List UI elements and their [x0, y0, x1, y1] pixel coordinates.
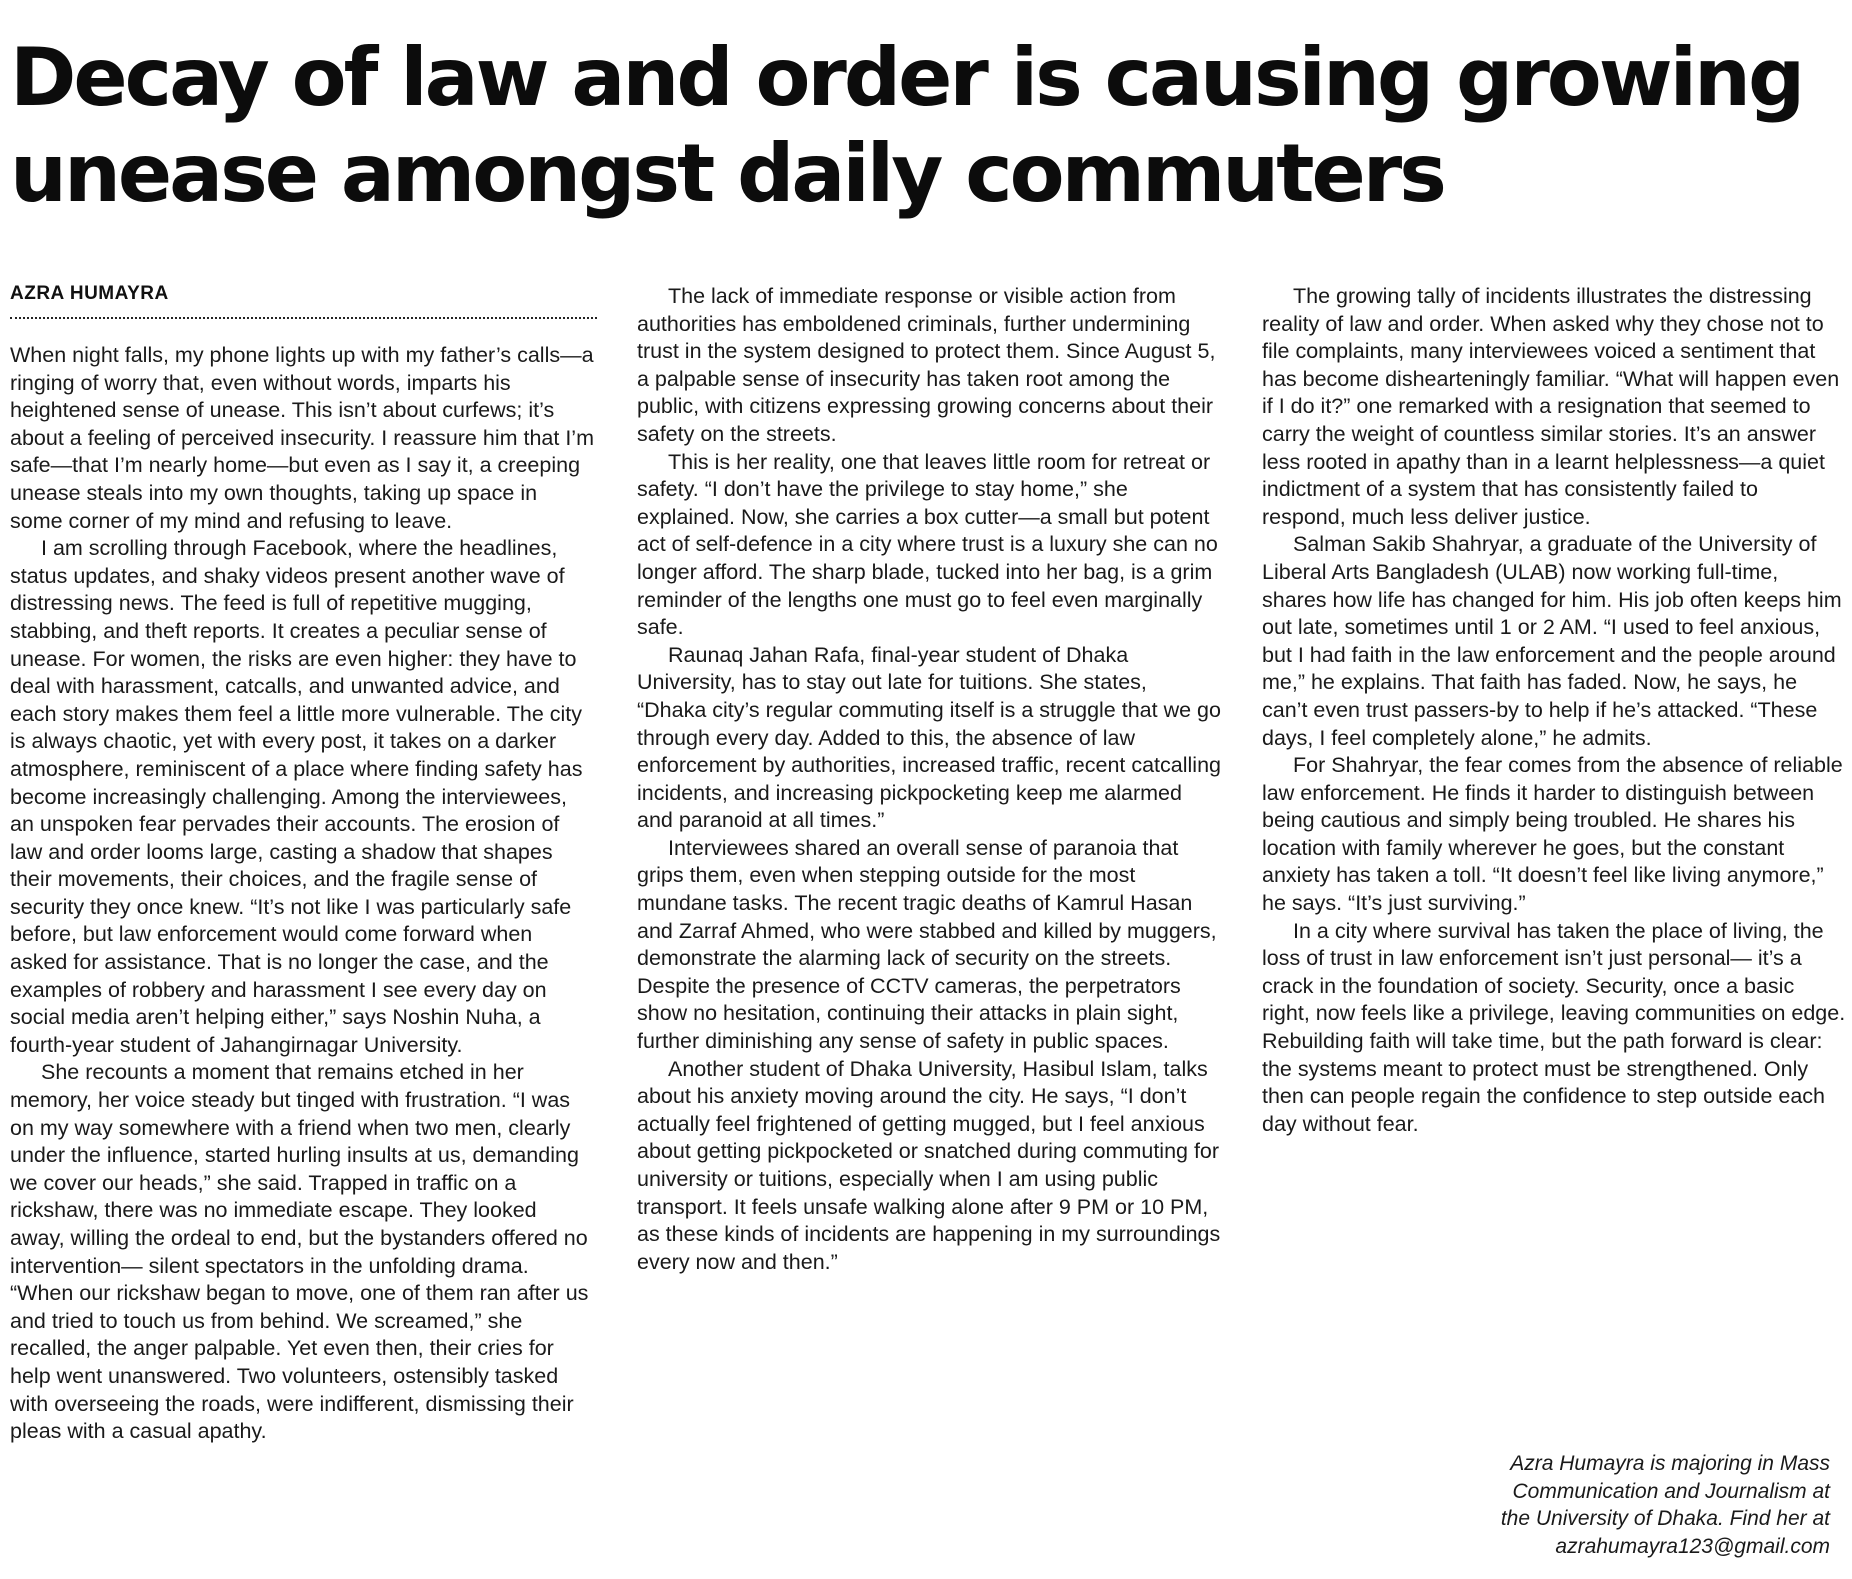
author-bio: [1450, 1450, 1830, 1560]
article-paragraph: This is her reality, one that leaves little room for retreat or safety. “I don’t have the privilege to stay home,” she explained. Now, she carries a box cutter—a small but potent act of self-defence in a city where trust is a luxury she can no longer afford. The sharp blade, tucked into her bag, is a grim reminder of the lengths one must go to feel even marginally safe.: [637, 449, 1218, 640]
article-column-1: [10, 342, 595, 1446]
author-email-link[interactable]: azrahumayra123@gmail.com: [1555, 1534, 1830, 1558]
article-paragraph: Another student of Dhaka University, Hasibul Islam, talks about his anxiety moving around the city. He says, “I don’t actually feel frightened of getting mugged, but I feel anxious about getting pickpocketed or snatched during commuting for university or tuitions, especially when I am using public transport. It feels unsafe walking alone after 9 PM or 10 PM, as these kinds of incidents are happening in my surroundings every now and then.”: [637, 1056, 1221, 1274]
author-bio-line: Communication and Journalism at: [1512, 1479, 1830, 1503]
author-bio-line: Azra Humayra is majoring in Mass: [1510, 1452, 1830, 1475]
article-paragraph: For Shahryar, the fear comes from the absence of reliable law enforcement. He finds it harder to distinguish between being cautious and simply being troubled. He shares his location with family wherever he goes, but the constant anxiety has taken a toll. “It doesn’t feel like living anymore,” he says. “It’s just surviving.”: [1262, 753, 1843, 916]
article-paragraph: In a city where survival has taken the place of living, the loss of trust in law enforcement isn’t just personal— it’s a crack in the foundation of society. Security, once a basic right, now feels like a privilege, leaving communities on edge. Rebuilding faith will take time, but the path forward is clear: the systems meant to protect must be strengthened. Only then can people regain the confidence to step outside each day without fear.: [1262, 918, 1846, 1136]
article-paragraph: The growing tally of incidents illustrates the distressing reality of law and order. When asked why they chose not to file complaints, many interviewees voiced a sentiment that has become dishearteningly familiar. “What will happen even if I do it?” one remarked with a resignation that seemed to carry the weight of countless similar stories. It’s an answer less rooted in apathy than in a learnt helplessness—a quiet indictment of a system that has consistently failed to respond, much less deliver justice.: [1262, 284, 1840, 529]
article-paragraph: Raunaq Jahan Rafa, final-year student of Dhaka University, has to stay out late for tuitions. She states, “Dhaka city’s regular commuting itself is a struggle that we go through every day. Added to this, the absence of law enforcement by authorities, increased traffic, recent catcalling incidents, and increasing pickpocketing keep me alarmed and paranoid at all times.”: [637, 642, 1221, 833]
article-paragraph: Interviewees shared an overall sense of paranoia that grips them, even when stepping outside for the most mundane tasks. The recent tragic deaths of Kamrul Hasan and Zarraf Ahmed, who were stabbed and killed by muggers, demonstrate the alarming lack of security on the streets. Despite the presence of CCTV cameras, the perpetrators show no hesitation, continuing their attacks in plain sight, further diminishing any sense of safety in public spaces.: [637, 835, 1217, 1054]
headline: Decay of law and order is causing growing unease amongst daily commuters: [10, 31, 1803, 220]
article-paragraph: She recounts a moment that remains etched in her memory, her voice steady but tinged with frustration. “I was on my way somewhere with a friend when two men, clearly under the influence, started hurling insults at us, demanding we cover our heads,” she said. Trapped in traffic on a rickshaw, there was no immediate escape. They looked away, willing the ordeal to end, but the bystanders offered no intervention— silent spectators in the unfolding drama. “When our rickshaw began to move, one of them ran after us and tried to touch us from behind. We screamed,” she recalled, the anger palpable. Yet even then, their cries for help went unanswered. Two volunteers, ostensibly tasked with overseeing the roads, were indifferent, dismissing their pleas with a casual apathy.: [10, 1060, 589, 1444]
article-paragraph: When night falls, my phone lights up with my father’s calls—a ringing of worry that, even without words, imparts his heightened sense of unease. This isn’t about curfews; it’s about a feeling of perceived insecurity. I reassure him that I’m safe—that I’m nearly home—but even as I say it, a creeping unease steals into my own thoughts, taking up space in some corner of my mind and refusing to leave.: [10, 343, 594, 533]
byline: AZRA HUMAYRA: [10, 283, 169, 304]
article-paragraph: Salman Sakib Shahryar, a graduate of the University of Liberal Arts Bangladesh (ULAB) now working full-time, shares how life has changed for him. His job often keeps him out late, sometimes until 1 or 2 AM. “I used to feel anxious, but I had faith in the law enforcement and the people around me,” he explains. That faith has faded. Now, he says, he can’t even trust passers-by to help if he’s attacked. “These days, I feel completely alone,” he admits.: [1262, 532, 1842, 750]
article-column-3: [1262, 283, 1847, 1138]
article-column-2: [637, 283, 1222, 1276]
article-paragraph: I am scrolling through Facebook, where the headlines, status updates, and shaky videos present another wave of distressing news. The feed is full of repetitive mugging, stabbing, and theft reports. It creates a peculiar sense of unease. For women, the risks are even higher: they have to deal with harassment, catcalls, and unwanted advice, and each story makes them feel a little more vulnerable. The city is always chaotic, yet with every post, it takes on a darker atmosphere, reminiscent of a place where finding safety has become increasingly challenging. Among the interviewees, an unspoken fear pervades their accounts. The erosion of law and order looms large, casting a shadow that shapes their movements, their choices, and the fragile sense of security they once knew. “It’s not like I was particularly safe before, but law enforcement would come forward when asked for assistance. That is no longer the case, and the examples of robbery and harassment I see every day on social media aren’t helping either,” says Noshin Nuha, a fourth-year student of Jahangirnagar University.: [10, 536, 583, 1057]
article-paragraph: The lack of immediate response or visible action from authorities has emboldened criminals, further undermining trust in the system designed to protect them. Since August 5, a palpable sense of insecurity has taken root among the public, with citizens expressing growing concerns about their safety on the streets.: [637, 284, 1216, 446]
byline-divider: [10, 317, 597, 319]
author-bio-line: the University of Dhaka. Find her at: [1500, 1507, 1830, 1530]
